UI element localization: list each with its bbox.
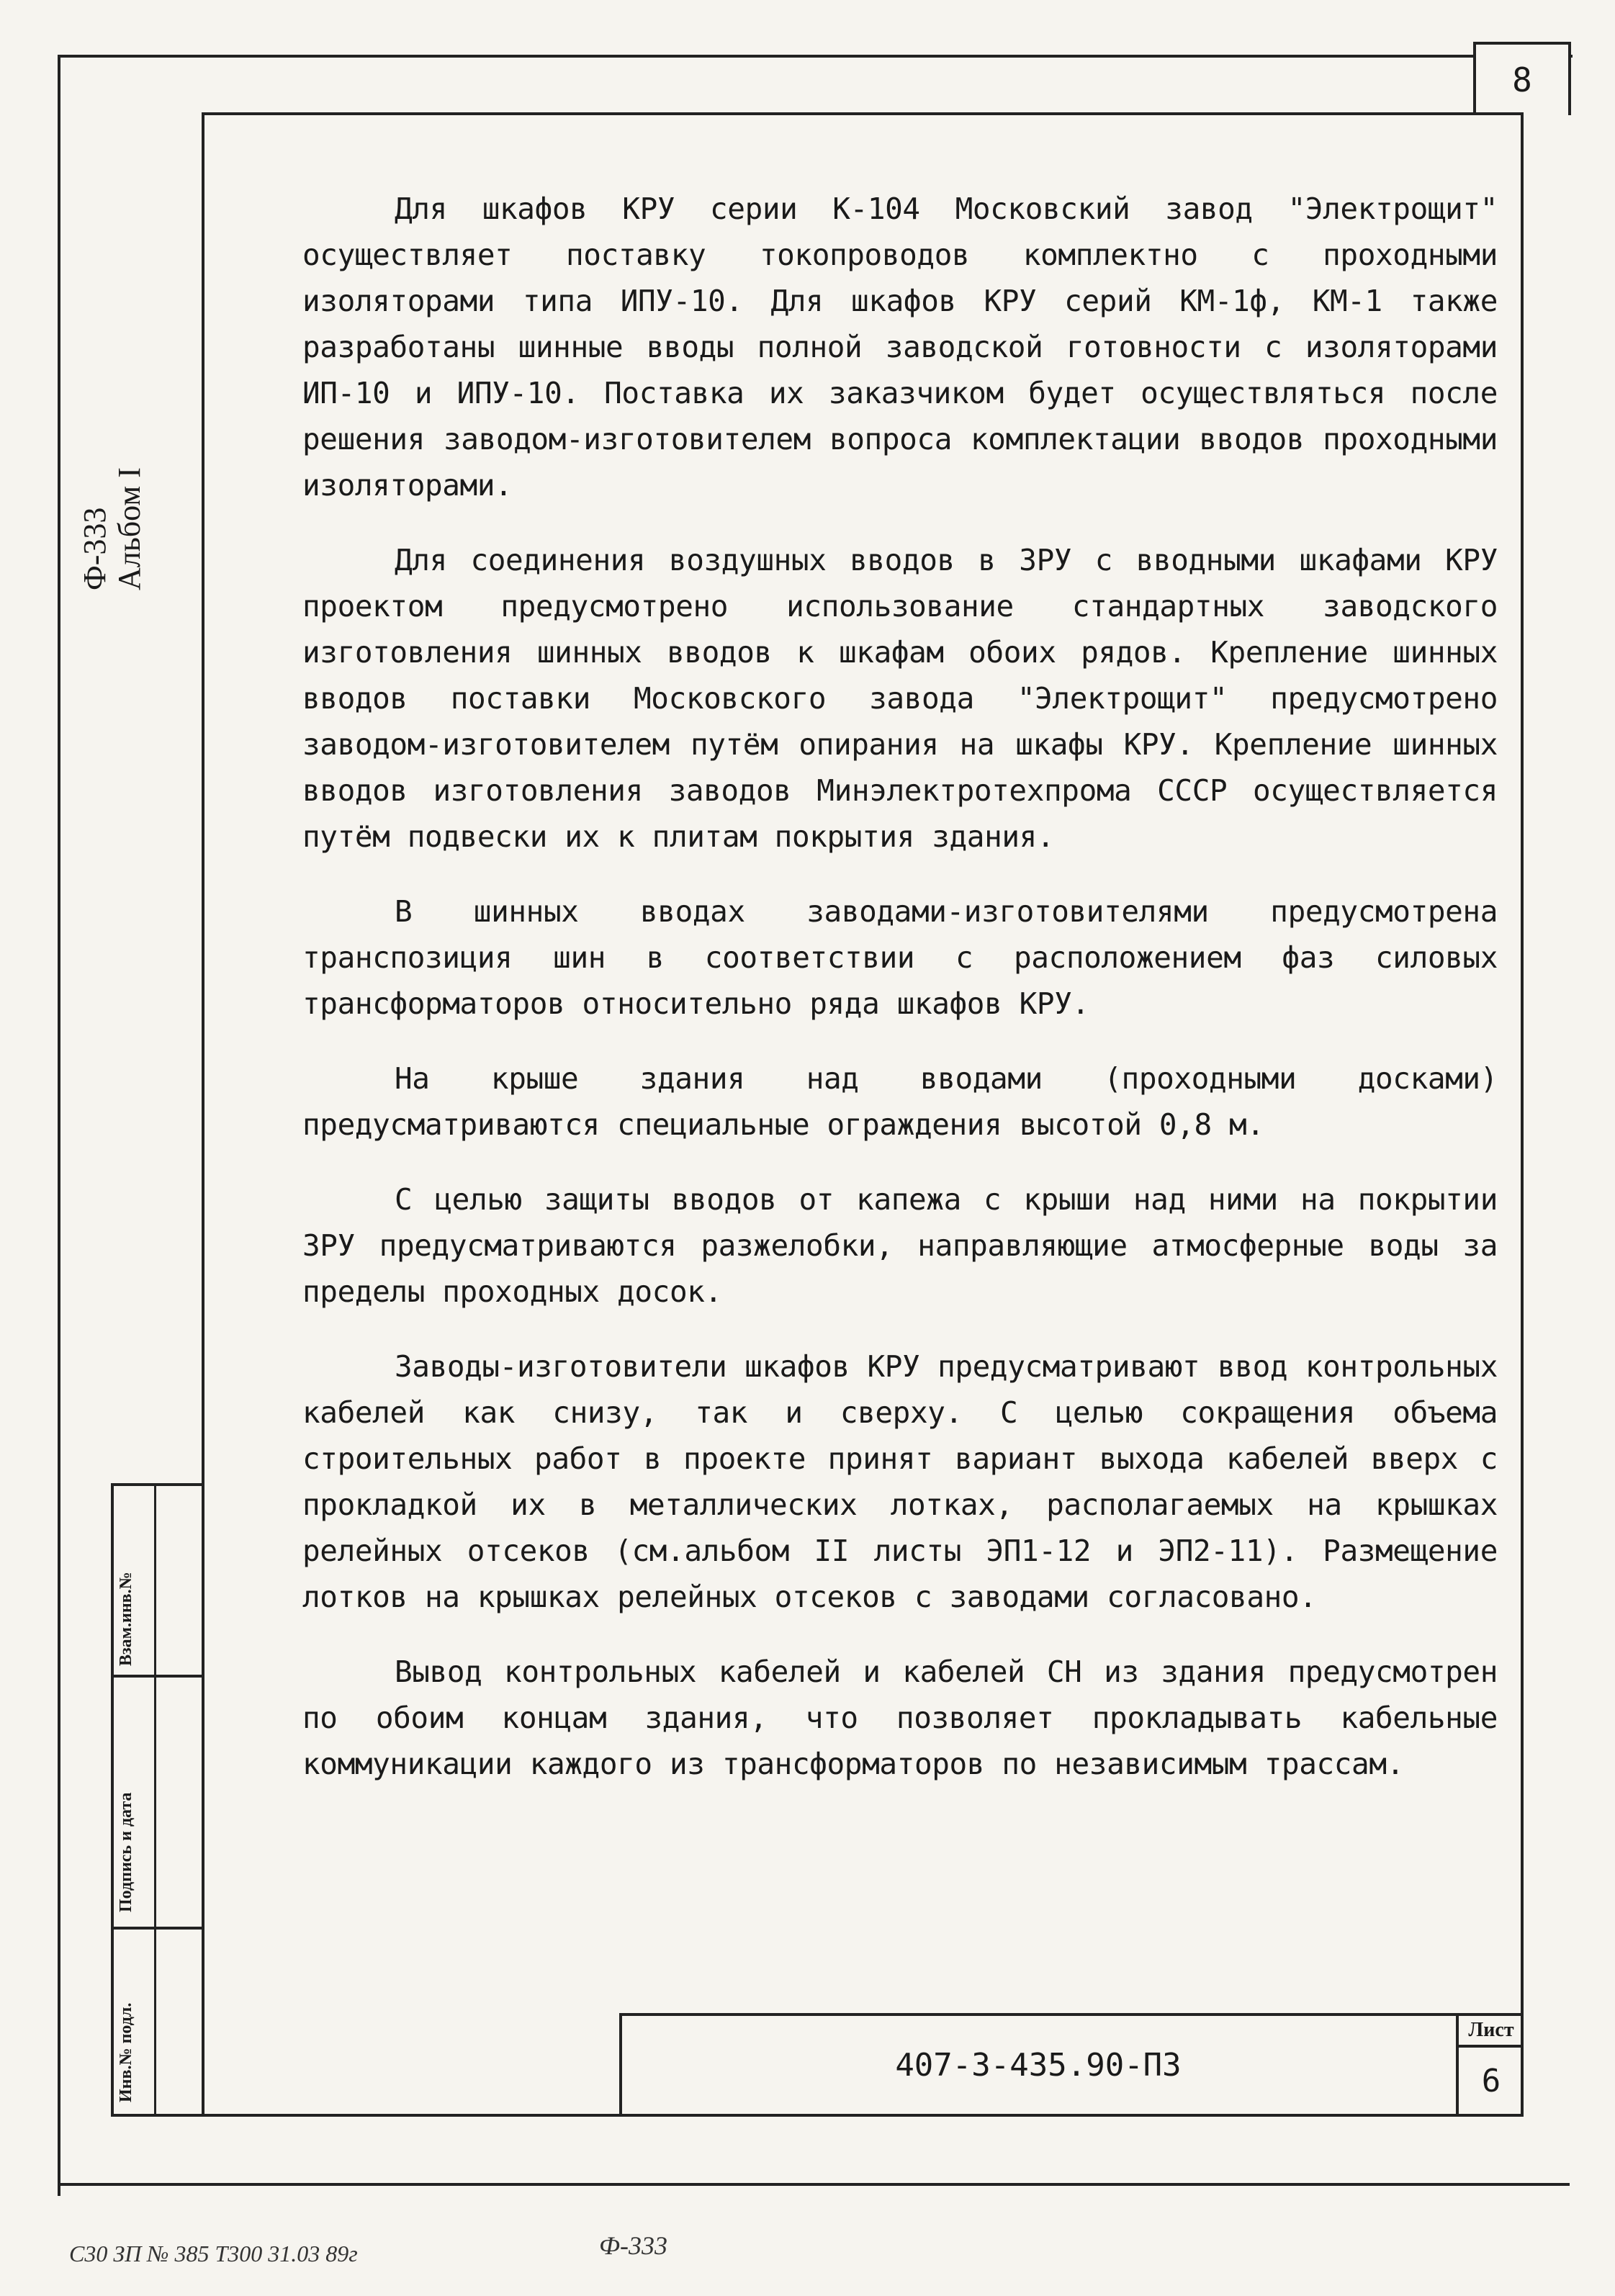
side-stamp: [111, 1483, 204, 2117]
sheet-number: 6: [1481, 2062, 1501, 2099]
stamp-label-podpis-data: Подпись и дата: [117, 1792, 135, 1912]
document-code: 407-3-435.90-ПЗ: [895, 2046, 1182, 2084]
stamp-cell-vzam-inv: [114, 1486, 202, 1678]
title-block: [619, 2013, 1521, 2114]
page-number: 8: [1473, 42, 1571, 115]
footer-series-code: Ф-333: [599, 2231, 667, 2260]
paragraph: С целью защиты вводов от капежа с крыши над ними на покрытии ЗРУ предусматриваются разжелобки, направляющие атмосферные воды за пределы проходных досок.: [302, 1182, 1498, 1309]
stamp-label-inv-podl: Инв.№ подл.: [117, 2002, 135, 2102]
stamp-cell-inv-podl: [114, 1930, 202, 2117]
stamp-label-vzam-inv: Взам.инв.№: [117, 1572, 135, 1666]
stamp-cell-podpis-data: [114, 1678, 202, 1930]
sheet-column: [1456, 2016, 1524, 2114]
footer-handwritten-note: С30 ЗП № 385 Т300 31.03 89г: [69, 2241, 358, 2266]
sheet-label: Лист: [1459, 2016, 1524, 2048]
paragraph: Для шкафов КРУ серии К-104 Московский завод "Электрощит" осуществляет поставку токопроводов комплектно с проходными изоляторами типа ИПУ-10. Для шкафов КРУ серий КМ-1ф, КМ-1 также разработаны шинные вводы полной заводской готовности с изоляторами ИП-10 и ИПУ-10. Поставка их заказчиком будет осуществляться после решения заводом-изготовителем вопроса комплектации вводов проходными изоляторами.: [302, 192, 1498, 503]
paragraph: Заводы-изготовители шкафов КРУ предусматривают ввод контрольных кабелей как снизу, так и сверху. С целью сокращения объема строительных работ в проекте принят вариант выхода кабелей вверх с прокладкой их в металлических лотках, располагаемых на крышках релейных отсеков (см.альбом II листы ЭП1-12 и ЭП2-11). Размещение лотков на крышках релейных отсеков с заводами согласовано.: [302, 1349, 1498, 1614]
paragraph: Вывод контрольных кабелей и кабелей СН из здания предусмотрен по обоим концам здания, что позволяет прокладывать кабельные коммуникации каждого из трансформаторов по независимым трассам.: [302, 1655, 1498, 1781]
paragraph: Для соединения воздушных вводов в ЗРУ с вводными шкафами КРУ проектом предусмотрено использование стандартных заводского изготовления шинных вводов к шкафам обоих рядов. Крепление шинных вводов поставки Московского завода "Электрощит" предусмотрено заводом-изготовителем путём опирания на шкафы КРУ. Крепление шинных вводов изготовления заводов Минэлектротехпрома СССР осуществляется путём подвески их к плитам покрытия здания.: [302, 543, 1498, 854]
document-body: [302, 186, 1498, 1816]
paragraph: На крыше здания над вводами (проходными досками) предусматриваются специальные ограждения высотой 0,8 м.: [302, 1061, 1498, 1142]
paragraph: В шинных вводах заводами-изготовителями предусмотрена транспозиция шин в соответствии с расположением фаз силовых трансформаторов относительно ряда шкафов КРУ.: [302, 894, 1498, 1021]
series-code: Ф-333: [77, 507, 112, 590]
album-marking: [78, 467, 147, 590]
album-label: Альбом I: [112, 467, 147, 590]
outer-frame-bottom-line: [58, 2183, 1570, 2186]
